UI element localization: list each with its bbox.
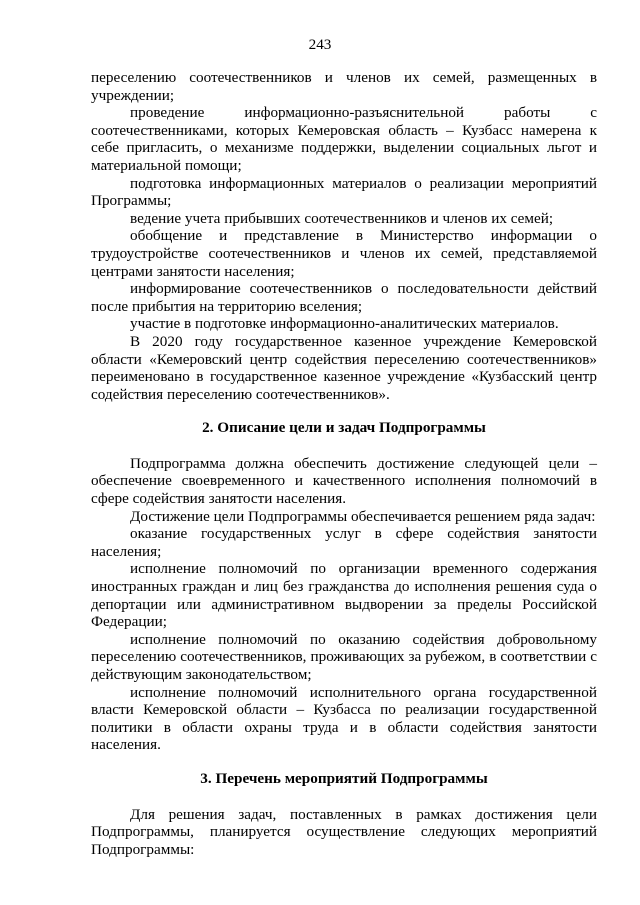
paragraph: проведение информационно-разъяснительной работы с соотечественниками, которых Кемеровская область – Кузбасс намерена к себе пригласить, о механизме поддержки, выделении социальных льгот и материальной помощи; — [91, 104, 597, 174]
section-heading: 3. Перечень мероприятий Подпрограммы — [200, 769, 488, 787]
spacer — [91, 403, 597, 419]
spacer — [91, 437, 597, 455]
page-number: 243 — [308, 36, 332, 53]
paragraph: Для решения задач, поставленных в рамках достижения цели Подпрограммы, планируется осуществление следующих мероприятий Подпрограммы: — [91, 805, 597, 858]
paragraph: Достижение цели Подпрограммы обеспечивается решением ряда задач: — [130, 507, 596, 525]
section-heading: 2. Описание цели и задач Подпрограммы — [202, 419, 486, 437]
paragraph: исполнение полномочий по организации временного содержания иностранных граждан и лиц без гражданства до исполнения решения суда о депортации или административном выдворении за пределы Российской Федерации; — [91, 560, 597, 631]
paragraph: ведение учета прибывших соотечественников и членов их семей; — [130, 209, 554, 227]
paragraph: участие в подготовке информационно-аналитических материалов. — [130, 315, 559, 333]
paragraph: оказание государственных услуг в сфере содействия занятости населения; — [91, 525, 597, 560]
spacer — [91, 788, 597, 806]
spacer — [91, 754, 597, 770]
paragraph: исполнение полномочий по оказанию содействия добровольному переселению соотечественников, проживающих за рубежом, в соответствии с действующим законодательством; — [91, 630, 597, 683]
paragraph: подготовка информационных материалов о реализации мероприятий Программы; — [91, 174, 597, 210]
paragraph: В 2020 году государственное казенное учреждение Кемеровской области «Кемеровский центр содействия переселению соотечественников» переименовано в государственное казенное учреждение «Кузбасский центр содействия переселению соотечественников». — [91, 332, 597, 403]
paragraph: информирование соотечественников о последовательности действий после прибытия на территорию вселения; — [91, 280, 597, 315]
page-content — [91, 69, 597, 858]
paragraph: переселению соотечественников и членов их семей, размещенных в учреждении; — [91, 69, 597, 104]
paragraph: обобщение и представление в Министерство информации о трудоустройстве соотечественников и членов их семей, представляемой центрами занятости населения; — [91, 227, 597, 280]
paragraph: исполнение полномочий исполнительного органа государственной власти Кемеровской области – Кузбасса по реализации государственной политики в области охраны труда и в области содействия занятости населения. — [91, 683, 597, 754]
paragraph: Подпрограмма должна обеспечить достижение следующей цели – обеспечение своевременного и качественного исполнения полномочий в сфере содействия занятости населения. — [91, 454, 597, 508]
